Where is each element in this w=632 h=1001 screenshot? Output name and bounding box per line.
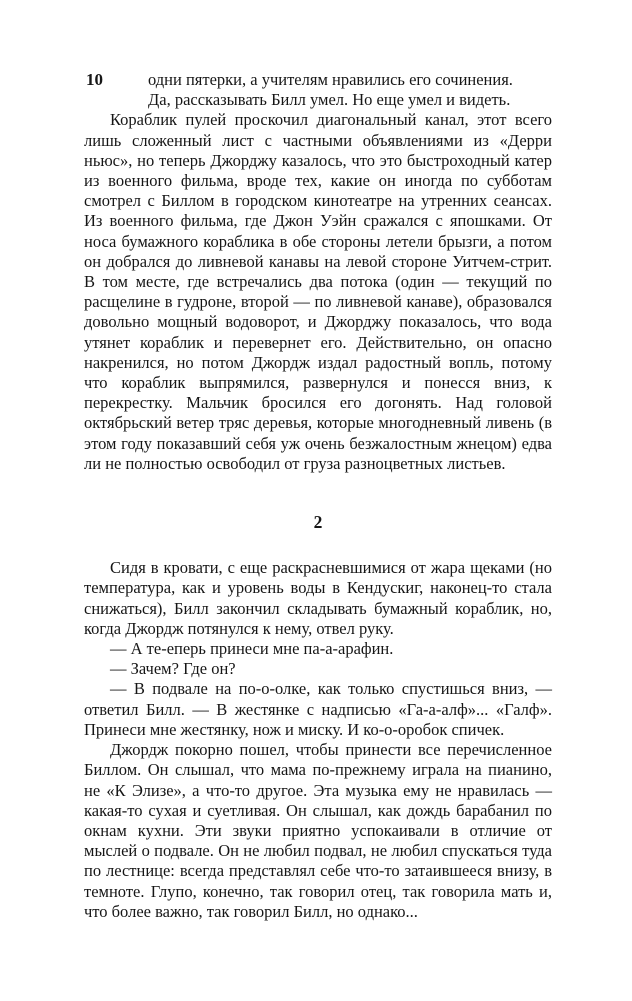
- continuation-text: одни пятерки, а учителям нравились его сочинения.: [148, 70, 513, 89]
- dialogue-line-bring-paraffin: — А те-еперь принеси мне па-а-арафин.: [110, 639, 394, 659]
- paragraph-bill-could-tell: Да, рассказывать Билл умел. Но еще умел и видеть.: [148, 90, 511, 110]
- dialogue-line-why-where: — Зачем? Где он?: [110, 659, 236, 679]
- section-heading: 2: [313, 512, 323, 533]
- paragraph-boat-canal: Кораблик пулей проскочил диагональный канал, этот всего лишь сложенный лист с частными объявлениями из «Дерри ньюс», но теперь Джорджу казалось, что это быстроходный катер из военного фильма, вроде тех, какие он иногда по субботам смотрел с Биллом в городском кинотеатре на утренних сеансах. Из военного фильма, где Джон Уэйн сражался с япошками. От носа бумажного кораблика в обе стороны летели брызги, а потом он добрался до ливневой канавы на левой стороне Уитчем-стрит. В том месте, где встречались два потока (один — текущий по расщелине в гудроне, второй — по ливневой канаве), образовался довольно мощный водоворот, и Джорджу показалось, что вода утянет кораблик и перевернет его. Действительно, он опасно накренился, но потом Джордж издал радостный вопль, потому что кораблик выпрямился, развернулся и понесся вниз, к перекрестку. Мальчик бросился его догонять. Над головой октябрьский ветер тряс деревья, которые многодневный ливень (в этом году показавший себя уж очень безжалостным жнецом) едва ли не полностью освободил от груза разноцветных листьев.: [84, 110, 552, 473]
- paragraph-george-obediently-went: Джордж покорно пошел, чтобы принести все перечисленное Биллом. Он слышал, что мама по-прежнему играла на пианино, не «К Элизе», а что-то другое. Эта музыка ему не нравилась — какая-то сухая и суетливая. Он слышал, как дождь барабанил по окнам кухни. Эти звуки приятно успокаивали в отличие от мыслей о подвале. Он не любил подвал, не любил спускаться туда по лестнице: всегда представлял себе что-то затаившееся внизу, в темноте. Глупо, конечно, так говорил отец, так говорила мать и, что более важно, так говорил Билл, но однако...: [84, 740, 552, 921]
- page-number: 10: [86, 70, 103, 89]
- dialogue-line-in-basement: — В подвале на по-о-олке, как только спустишься вниз, — ответил Билл. — В жестянке с надписью «Га-а-алф»... «Галф». Принеси мне жестянку, нож и миску. И ко-о-оробок спичек.: [84, 679, 552, 739]
- paragraph-sitting-in-bed: Сидя в кровати, с еще раскрасневшимися от жара щеками (но температура, как и уровень воды в Кендускиг, наконец-то стала снижаться), Билл закончил складывать бумажный кораблик, но, когда Джордж потянулся к нему, отвел руку.: [84, 558, 552, 638]
- page-header-line: [84, 70, 552, 90]
